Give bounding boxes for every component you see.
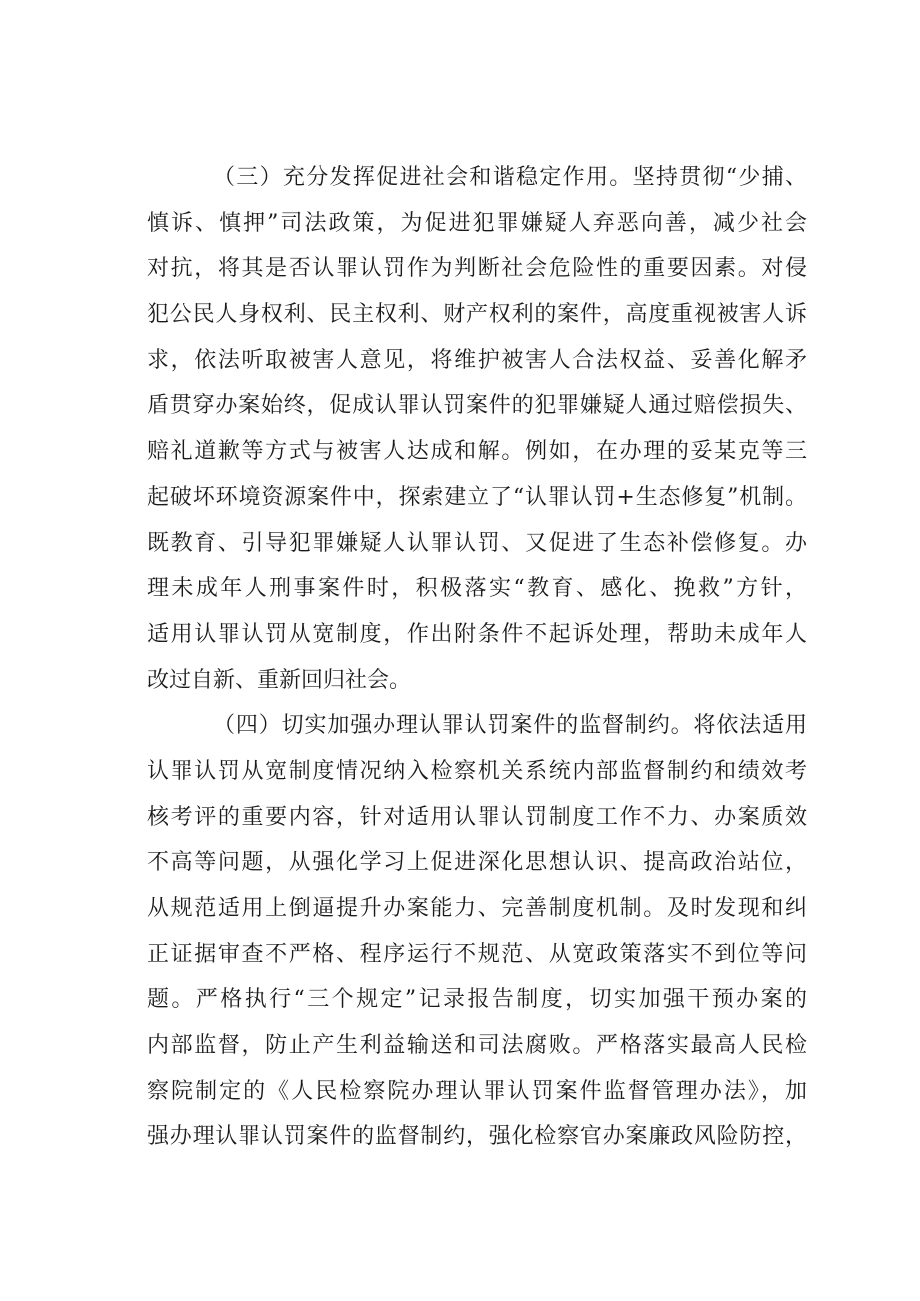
paragraph-line: 强办理认罪认罚案件的监督制约，强化检察官办案廉政风险防控， bbox=[147, 1124, 807, 1150]
paragraph-line: 盾贯穿办案始终，促成认罪认罚案件的犯罪嫌疑人通过赔偿损失、 bbox=[147, 393, 807, 419]
paragraph-line: 核考评的重要内容，针对适用认罪认罚制度工作不力、办案质效 bbox=[147, 804, 807, 830]
paragraph-line: 求，依法听取被害人意见，将维护被害人合法权益、妥善化解矛 bbox=[147, 347, 807, 373]
paragraph-line: 察院制定的《人民检察院办理认罪认罚案件监督管理办法》，加 bbox=[147, 1078, 807, 1104]
paragraph-line: 理未成年人刑事案件时，积极落实“教育、感化、挽救”方针， bbox=[147, 576, 807, 602]
paragraph-line: 从规范适用上倒逼提升办案能力、完善制度机制。及时发现和纠 bbox=[147, 896, 807, 921]
paragraph-line: 既教育、引导犯罪嫌疑人认罪认罚、又促进了生态补偿修复。办 bbox=[147, 530, 807, 556]
paragraph-line: 题。严格执行“三个规定”记录报告制度，切实加强干预办案的 bbox=[147, 987, 807, 1013]
paragraph-line: （三）充分发挥促进社会和谐稳定作用。坚持贯彻“少捕、 bbox=[213, 165, 807, 190]
paragraph-line: 赔礼道歉等方式与被害人达成和解。例如，在办理的妥某克等三 bbox=[147, 439, 807, 465]
paragraph-line: 对抗，将其是否认罪认罚作为判断社会危险性的重要因素。对侵 bbox=[147, 256, 807, 282]
paragraph-line: （四）切实加强办理认罪认罚案件的监督制约。将依法适用 bbox=[213, 713, 807, 739]
paragraph-line: 不高等问题，从强化学习上促进深化思想认识、提高政治站位， bbox=[147, 850, 807, 876]
paragraph-line: 内部监督，防止产生利益输送和司法腐败。严格落实最高人民检 bbox=[147, 1033, 807, 1059]
paragraph-line: 正证据审查不严格、程序运行不规范、从宽政策落实不到位等问 bbox=[147, 941, 807, 967]
paragraph-line: 认罪认罚从宽制度情况纳入检察机关系统内部监督制约和绩效考 bbox=[147, 758, 807, 784]
paragraph-line: 慎诉、慎押”司法政策，为促进犯罪嫌疑人弃恶向善，减少社会 bbox=[147, 210, 807, 236]
paragraph-line: 犯公民人身权利、民主权利、财产权利的案件，高度重视被害人诉 bbox=[147, 302, 807, 328]
body-text bbox=[147, 155, 807, 1160]
paragraph-line: 适用认罪认罚从宽制度，作出附条件不起诉处理，帮助未成年人 bbox=[147, 621, 807, 647]
paragraph-line: 改过自新、重新回归社会。 bbox=[147, 667, 412, 693]
paragraph-line: 起破坏环境资源案件中，探索建立了“认罪认罚+生态修复”机制。 bbox=[147, 484, 807, 510]
